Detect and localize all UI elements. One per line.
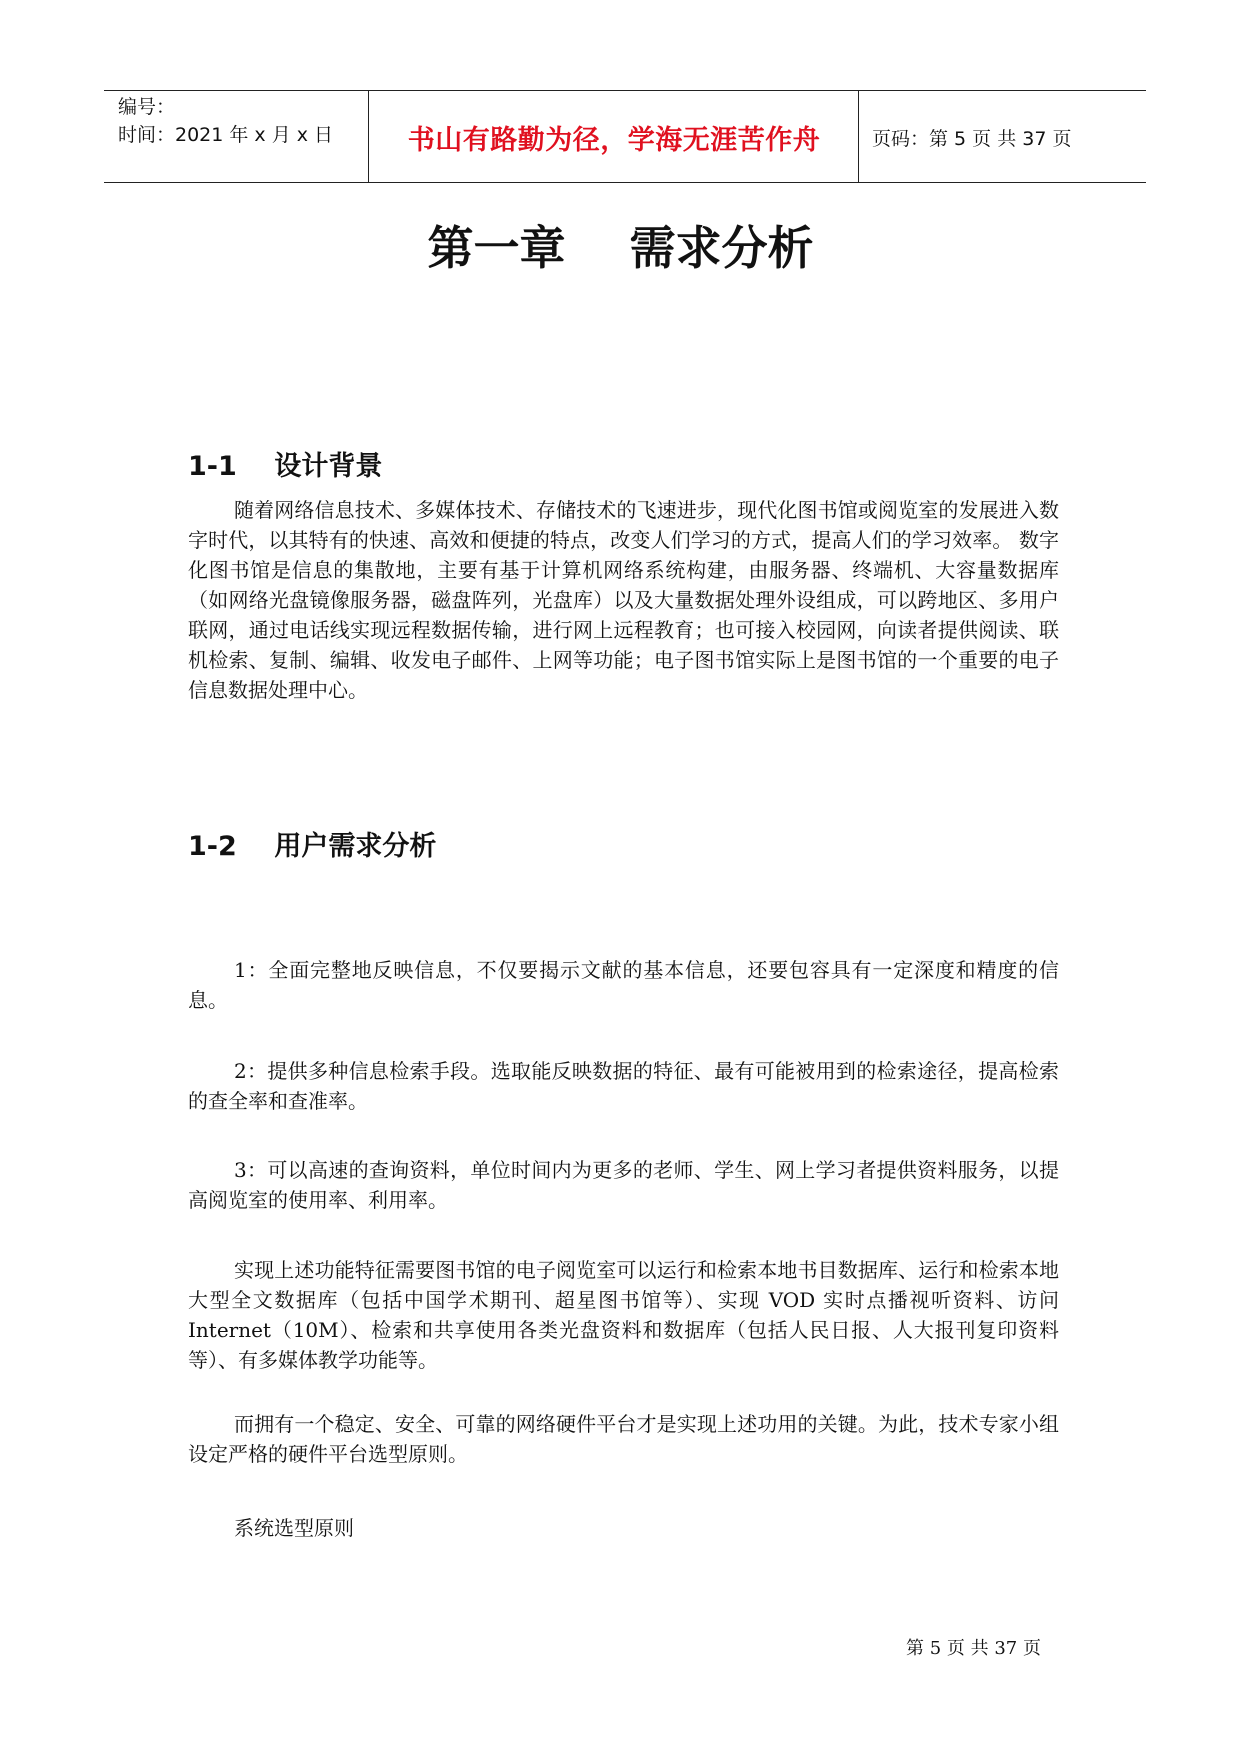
requirement-item: 1：全面完整地反映信息，不仅要揭示文献的基本信息，还要包容具有一定深度和精度的信息。: [188, 958, 1059, 1012]
hardware-platform-paragraph: 而拥有一个稳定、安全、可靠的网络硬件平台才是实现上述功用的关键。为此，技术专家小组设定严格的硬件平台选型原则。: [188, 1412, 1059, 1466]
requirement-item: 3：可以高速的查询资料，单位时间内为更多的老师、学生、网上学习者提供资料服务，以提高阅览室的使用率、利用率。: [188, 1158, 1059, 1212]
requirement-item: 2：提供多种信息检索手段。选取能反映数据的特征、最有可能被用到的检索途径，提高检索的查全率和查准率。: [188, 1059, 1059, 1113]
document-number-label: 编号：: [118, 96, 176, 118]
header-left-block: [118, 93, 333, 149]
design-background-paragraph: 随着网络信息技术、多媒体技术、存储技术的飞速进步，现代化图书馆或阅览室的发展进入数字时代，以其特有的快速、高效和便捷的特点，改变人们学习的方式，提高人们的学习效率。 数字化图书馆是信息的集散地，主要有基于计算机网络系统构建，由服务器、终端机、大容量数据库（如网络光盘镜像服务器，磁盘阵列，光盘库）以及大量数据处理外设组成，可以跨地区、多用户联网，通过电话线实现远程数据传输，进行网上远程教育；也可接入校园网，向读者提供阅读、联机检索、复制、编辑、收发电子邮件、上网等功能；电子图书馆实际上是图书馆的一个重要的电子信息数据处理中心。: [188, 498, 1059, 702]
header-divider-right: [858, 90, 859, 183]
chapter-title: 第一章 需求分析: [427, 221, 814, 275]
document-time-label: 时间：2021 年 x 月 x 日: [118, 124, 334, 146]
header-bottom-rule: [104, 182, 1146, 183]
requirements-summary-paragraph: 实现上述功能特征需要图书馆的电子阅览室可以运行和检索本地书目数据库、运行和检索本地大型全文数据库（包括中国学术期刊、超星图书馆等）、实现 VOD 实时点播视听资料、访问 Internet（10M）、检索和共享使用各类光盘资料和数据库（包括人民日报、人大报刊复印资料等）、有多媒体教学功能等。: [188, 1258, 1059, 1372]
section-heading-user-requirements: 1-2 用户需求分析: [188, 831, 437, 862]
header-motto: 书山有路勤为径，学海无涯苦作舟: [407, 125, 821, 156]
section-heading-design-background: 1-1 设计背景: [188, 451, 383, 482]
header-divider-left: [368, 90, 369, 183]
header-top-rule: [104, 90, 1146, 91]
header-page-label: 页码：第 5 页 共 37 页: [872, 128, 1072, 150]
page-footer: 第 5 页 共 37 页: [906, 1638, 1041, 1659]
selection-principle-label: 系统选型原则: [234, 1516, 354, 1540]
